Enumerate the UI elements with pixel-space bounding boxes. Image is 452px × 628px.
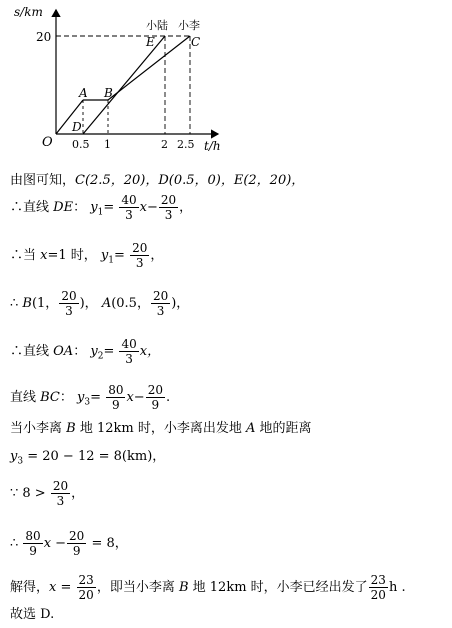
- fraction: $\frac{20}{9}$: [69, 529, 85, 558]
- y-axis-label: s/km: [14, 5, 43, 19]
- x-tick-0-5: 0.5: [72, 138, 90, 151]
- solution-line-8: $y_3 = 20 - 12 = 8(km)$，: [10, 449, 166, 467]
- point-label-b: B: [104, 86, 113, 100]
- origin-label: O: [42, 135, 53, 150]
- fraction: $\frac{20}{9}$: [147, 383, 163, 412]
- fraction: $\frac{23}{20}$: [78, 573, 94, 602]
- x-tick-1: 1: [104, 138, 111, 151]
- distance-time-graph: [0, 0, 452, 160]
- solution-line-12-answer: 故选 D.: [10, 607, 55, 622]
- point-label-e: E: [146, 35, 155, 49]
- solution-line-6-bc: 直线 BC： $y_3=$ $\frac{80}{9}$ x− $\frac{20}{9}$ .: [10, 383, 171, 412]
- x-tick-2-5: 2.5: [177, 138, 195, 151]
- fraction: $\frac{20}{3}$: [61, 289, 77, 318]
- solution-line-4: ∴ B(1， $\frac{20}{3}$ )， A(0.5， $\frac{20}{3}$ )，: [10, 289, 190, 318]
- solution-line-10: ∴ $\frac{80}{9}$ x − $\frac{20}{9}$ = 8，: [10, 529, 128, 558]
- solution-line-3: ∴当 x=1 时， $y_1=$ $\frac{20}{3}$ ，: [10, 241, 164, 270]
- x-tick-2: 2: [161, 138, 168, 151]
- person-label-xiaoli: 小李: [178, 19, 200, 32]
- fraction: $\frac{40}{3}$: [121, 193, 137, 222]
- fraction: $\frac{20}{3}$: [152, 289, 169, 318]
- point-label-c: C: [191, 35, 201, 49]
- solution-line-7: 当小李离 B 地 12km 时，小李离出发地 A 地的距离: [10, 421, 312, 436]
- y-tick-20: 20: [36, 30, 52, 44]
- fraction: $\frac{23}{20}$: [370, 573, 386, 602]
- fraction: $\frac{80}{9}$: [25, 529, 41, 558]
- x-axis-label: t/h: [204, 139, 221, 153]
- fraction: $\frac{20}{3}$: [132, 241, 148, 270]
- fraction: $\frac{80}{9}$: [108, 383, 124, 412]
- point-label-a: A: [79, 86, 88, 100]
- fraction: $\frac{20}{3}$: [52, 479, 69, 508]
- fraction: $\frac{40}{3}$: [121, 337, 137, 366]
- solution-line-9: ∵ 8 > $\frac{20}{3}$ ，: [10, 479, 85, 508]
- solution-line-11: 解得，x = $\frac{23}{20}$ ，即当小李离 B 地 12km 时，小李已经出发了 $\frac{23}{20}$ h .: [10, 573, 406, 602]
- solution-line-1: 由图可知，C(2.5，20)，D(0.5，0)，E(2，20)，: [10, 173, 305, 188]
- point-label-d: D: [72, 120, 82, 134]
- solution-line-5-oa: ∴直线 OA： $y_2=$ $\frac{40}{3}$ x，: [10, 337, 161, 366]
- solution-line-2-de: ∴直线 DE： $y_1=$ $\frac{40}{3}$ x− $\frac{20}{3}$ ，: [10, 193, 193, 222]
- person-label-xiaolu: 小陆: [146, 19, 168, 32]
- fraction: $\frac{20}{3}$: [160, 193, 177, 222]
- segment-de: [83, 36, 165, 134]
